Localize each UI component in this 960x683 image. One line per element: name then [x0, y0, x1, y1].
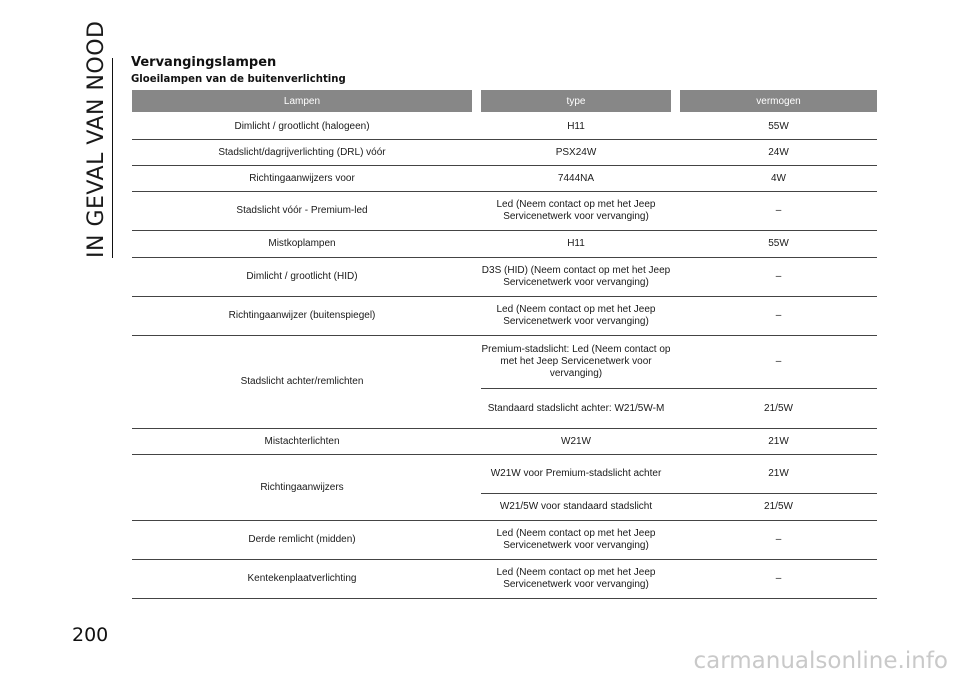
power-cell: – [775, 534, 782, 545]
page-heading: Vervangingslampen [131, 55, 277, 70]
type-cell: Premium-stadslicht: Led (Neem contact op met het Jeep Servicenetwerk voor vervanging) [481, 344, 671, 379]
type-cell: Standaard stadslicht achter: W21/5W-M [487, 402, 665, 414]
type-cell: H11 [567, 238, 585, 249]
power-cell: – [775, 356, 782, 367]
lamp-cell: Dimlicht / grootlicht (HID) [246, 271, 358, 282]
lamp-cell: Derde remlicht (midden) [248, 534, 356, 545]
power-cell: 4W [771, 172, 786, 184]
power-cell: 21W [768, 468, 789, 479]
power-cell: 55W [768, 238, 789, 249]
lamp-cell: Mistachterlichten [264, 435, 340, 447]
power-cell: 21W [768, 435, 789, 447]
power-cell: 55W [768, 121, 789, 132]
power-cell: – [775, 271, 782, 282]
type-cell: Led (Neem contact op met het Jeep Servicenetwerk voor vervanging) [496, 199, 656, 222]
type-cell: H11 [567, 121, 585, 132]
lamp-cell: Richtingaanwijzer (buitenspiegel) [228, 310, 376, 321]
watermark-logo: carmanualsonline.info [693, 648, 948, 674]
column-header-vermogen: vermogen [680, 90, 877, 112]
power-cell: 24W [768, 146, 789, 158]
lamp-cell: Stadslicht vóór - Premium-led [236, 205, 368, 216]
type-cell: W21W [561, 435, 591, 447]
lamp-cell: Stadslicht/dagrijverlichting (DRL) vóór [218, 146, 386, 158]
side-rule-divider [112, 58, 113, 258]
power-cell: – [775, 573, 782, 584]
lamp-cell: Richtingaanwijzers [260, 481, 344, 493]
type-cell: PSX24W [555, 146, 597, 158]
lamp-cell: Kentekenplaatverlichting [247, 573, 357, 584]
section-side-title: IN GEVAL VAN NOOD [84, 20, 109, 258]
lamp-cell: Mistkoplampen [268, 238, 336, 249]
table-subheading: Gloeilampen van de buitenverlichting [131, 72, 346, 85]
lamp-cell: Dimlicht / grootlicht (halogeen) [234, 121, 370, 132]
power-cell: 21/5W [764, 402, 793, 414]
page-number: 200 [72, 624, 109, 646]
column-header-lampen: Lampen [132, 90, 472, 112]
type-cell: Led (Neem contact op met het Jeep Servicenetwerk voor vervanging) [496, 567, 656, 590]
type-cell: Led (Neem contact op met het Jeep Servicenetwerk voor vervanging) [496, 304, 656, 327]
column-header-type: type [481, 90, 671, 112]
power-cell: 21/5W [764, 501, 793, 512]
type-cell: W21/5W voor standaard stadslicht [499, 501, 653, 512]
lamp-cell: Richtingaanwijzers voor [249, 172, 355, 184]
type-cell: D3S (HID) (Neem contact op met het Jeep Servicenetwerk voor vervanging) [481, 265, 671, 288]
type-cell: W21W voor Premium-stadslicht achter [490, 468, 662, 479]
type-cell: Led (Neem contact op met het Jeep Servicenetwerk voor vervanging) [496, 528, 656, 551]
row-divider [132, 598, 877, 599]
lamp-cell: Stadslicht achter/remlichten [240, 376, 364, 387]
type-cell: 7444NA [557, 172, 595, 184]
power-cell: – [775, 310, 782, 321]
power-cell: – [775, 205, 782, 216]
